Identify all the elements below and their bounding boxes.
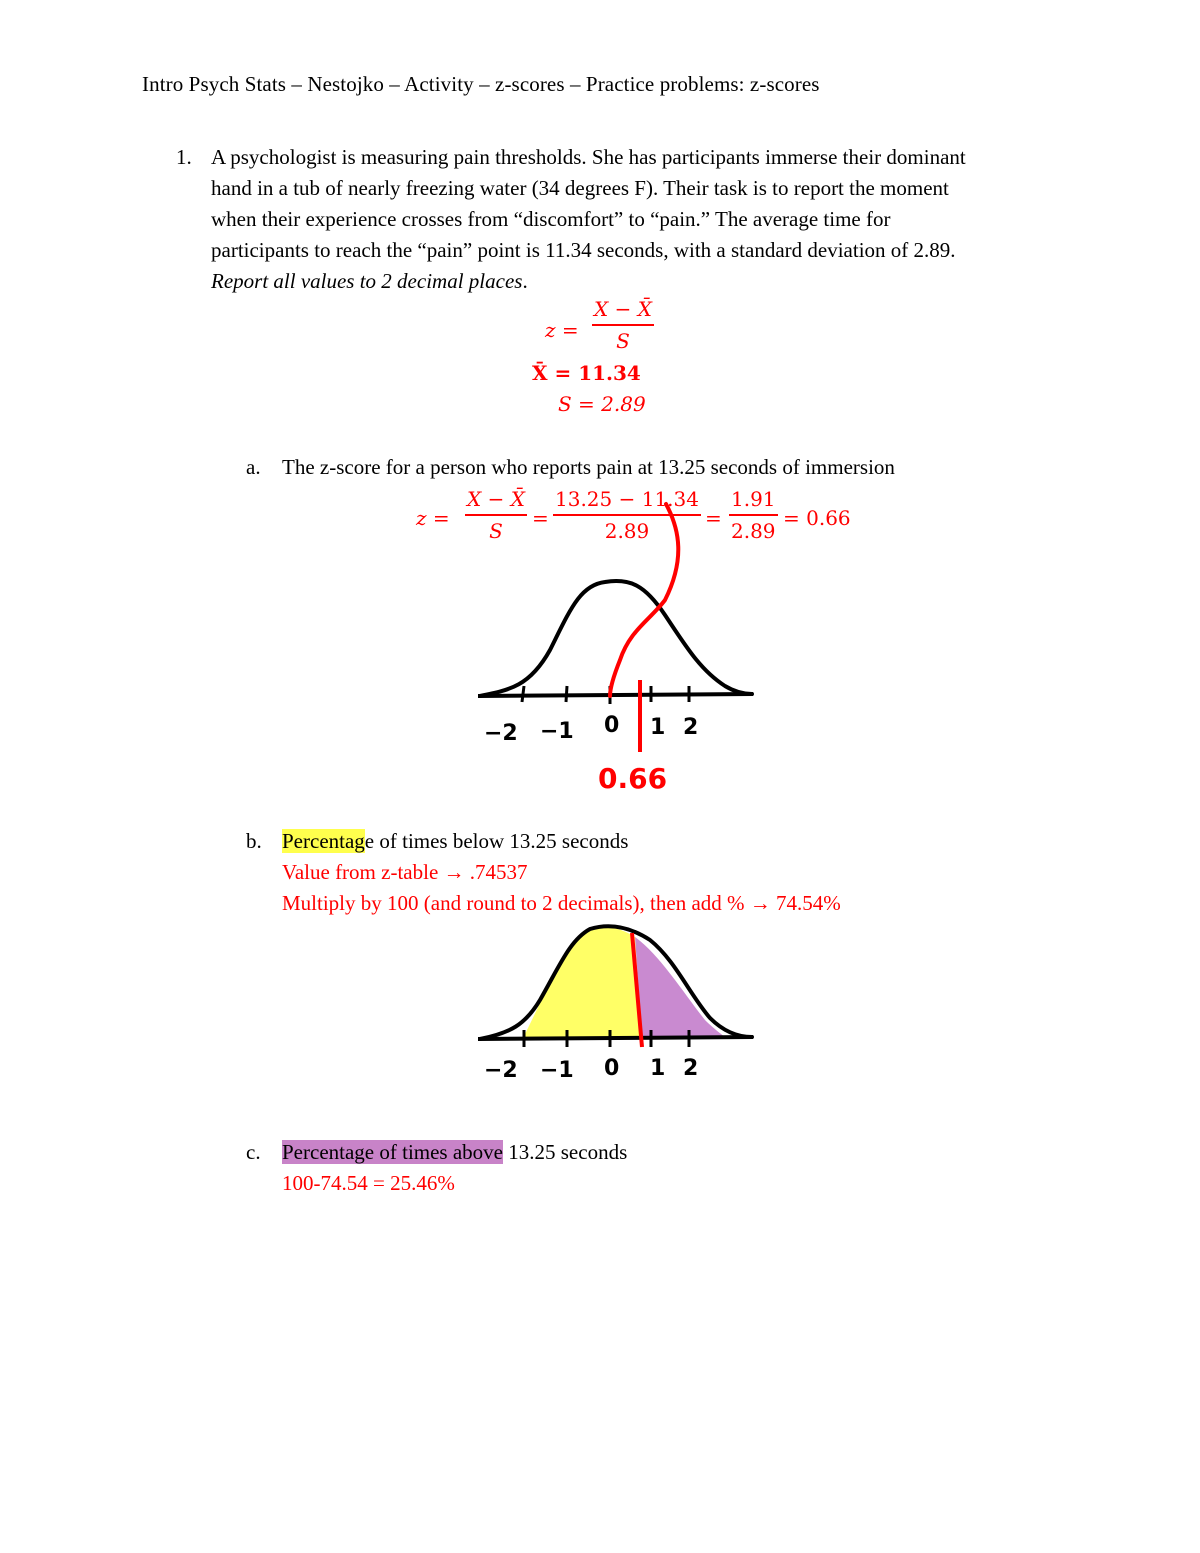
part-b-answer-2: Multiply by 100 (and round to 2 decimals), then add % → 74.54%: [282, 891, 841, 915]
tick-mark: [566, 686, 567, 702]
calc-eq-1: =: [532, 506, 549, 530]
instruction-line: [211, 266, 966, 297]
tick-label: 1: [650, 1056, 666, 1081]
tick-label: −2: [484, 721, 518, 746]
calc-f1-den: S: [489, 518, 503, 543]
normal-curve-sketch-b: [470, 915, 770, 1085]
formula-denominator: S: [616, 328, 630, 353]
normal-curve-sketch-a: [470, 490, 770, 810]
part-b-answer-1: Value from z-table → .74537: [282, 860, 528, 884]
problem-line-1: A psychologist is measuring pain thresholds. She has participants immerse their dominant: [211, 145, 966, 169]
formula-lhs: z =: [545, 318, 579, 342]
tick-label: −1: [540, 719, 574, 744]
calc-eq-2: =: [705, 506, 722, 530]
part-c-question-rest: 13.25 seconds: [503, 1140, 628, 1164]
part-b-question: [282, 826, 628, 857]
problem-line-4: participants to reach the “pain” point is 11.34 seconds, with a standard deviation of 2.89.: [211, 238, 956, 262]
calc-f1-num: X − X̄: [467, 487, 525, 511]
tick-label: 2: [683, 715, 699, 740]
calc-f3-den: 2.89: [731, 518, 776, 543]
z-marker-label: 0.66: [598, 762, 668, 795]
x-axis: [478, 694, 753, 696]
calc-lhs: z =: [416, 506, 450, 530]
calc-f2-num: 13.25 − 11.34: [555, 487, 699, 511]
problem-number: 1.: [176, 145, 192, 169]
calc-f2-den: 2.89: [604, 518, 650, 543]
part-c-answer: 100-74.54 = 25.46%: [282, 1171, 455, 1195]
highlight-yellow: Percentag: [282, 829, 365, 853]
problem-line-2: hand in a tub of nearly freezing water (34 degrees F). Their task is to report the moment: [211, 176, 949, 200]
tick-label: 0: [604, 1056, 620, 1081]
part-c-question: [282, 1137, 627, 1168]
part-c-letter: c.: [246, 1140, 261, 1164]
part-b-letter: b.: [246, 829, 262, 853]
shaded-region-below: [522, 927, 642, 1040]
highlight-purple: Percentage of times above: [282, 1140, 503, 1164]
tick-label: 2: [683, 1056, 699, 1081]
annotation-squiggle: [610, 504, 678, 696]
instruction-period: .: [522, 269, 528, 293]
sd-value: S = 2.89: [558, 392, 646, 416]
problem-line-3: when their experience crosses from “discomfort” to “pain.” The average time for: [211, 207, 891, 231]
part-a-letter: a.: [246, 455, 261, 479]
part-b-question-rest: e of times below 13.25 seconds: [364, 829, 629, 853]
page-header: Intro Psych Stats – Nestojko – Activity – z-scores – Practice problems: z-scores: [142, 72, 820, 96]
instruction-text: Report all values to 2 decimal places: [211, 269, 523, 293]
fraction-bar: [592, 324, 654, 326]
tick-label: −2: [484, 1058, 518, 1083]
x-axis: [478, 1037, 753, 1039]
calc-f3-num: 1.91: [731, 487, 776, 511]
tick-label: 1: [650, 715, 666, 740]
mean-value: X̄ = 11.34: [532, 361, 641, 385]
tick-label: −1: [540, 1058, 574, 1083]
bell-curve: [480, 581, 752, 696]
tick-label: 0: [604, 713, 620, 738]
calc-result: = 0.66: [783, 506, 851, 530]
problem-statement: [211, 142, 966, 297]
part-a-question: The z-score for a person who reports pain at 13.25 seconds of immersion: [282, 455, 895, 479]
formula-numerator: X − X̄: [594, 297, 652, 321]
tick-mark: [522, 686, 524, 702]
formula-fraction: [592, 297, 654, 353]
